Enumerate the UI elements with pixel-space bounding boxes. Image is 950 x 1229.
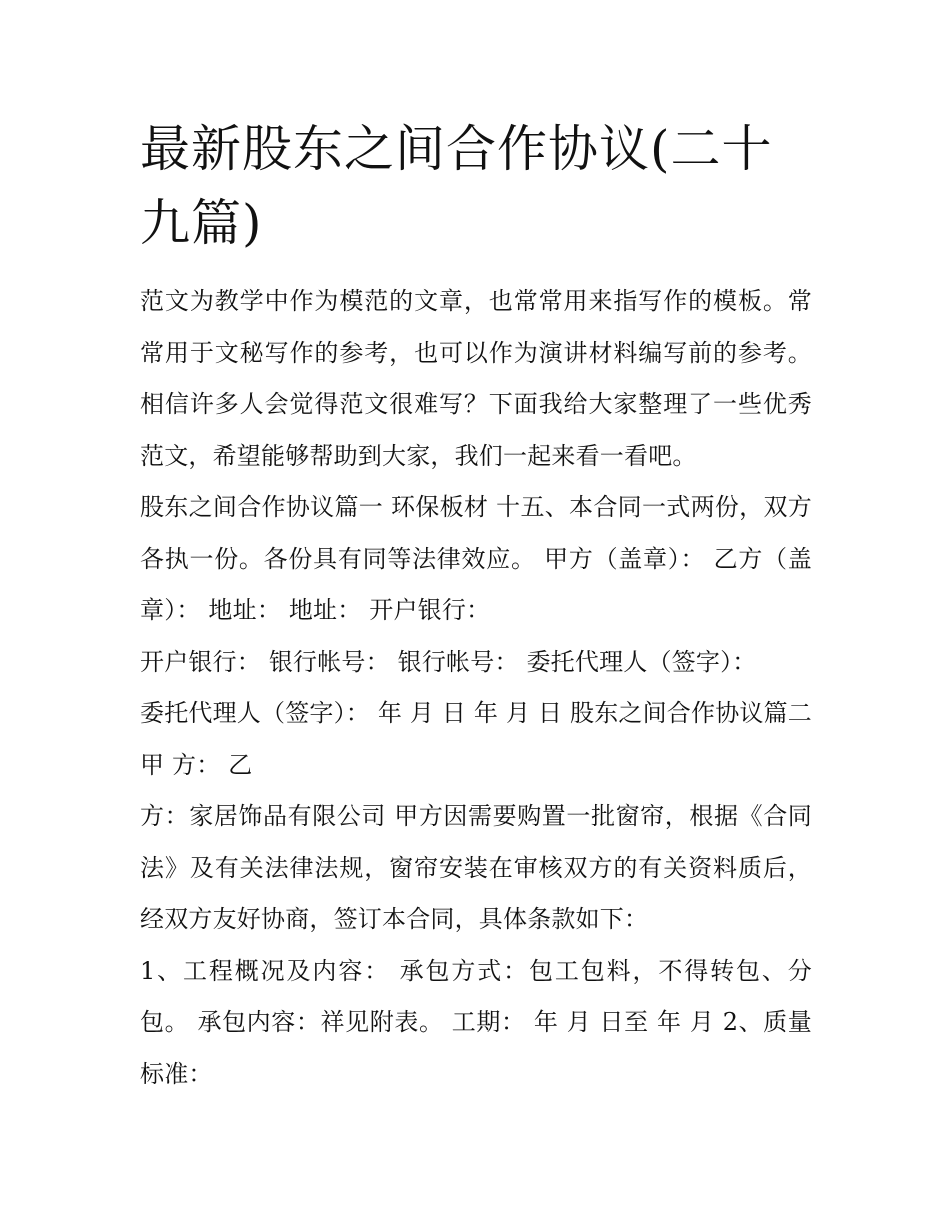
paragraph-agreement-one: 股东之间合作协议篇一 环保板材 十五、本合同一式两份，双方各执一份。各份具有同等法律效应。 甲方（盖章）： 乙方（盖章）： 地址： 地址： 开户银行： [140, 493, 812, 624]
paragraph-intro: 范文为教学中作为模范的文章，也常常用来指写作的模板。常常用于文秘写作的参考，也可以作为演讲材料编写前的参考。相信许多人会觉得范文很难写？下面我给大家整理了一些优秀范文，希望能够帮助到大家，我们一起来看一看吧。 [140, 287, 812, 470]
paragraph-bank-info: 开户银行： 银行帐号： 银行帐号： 委托代理人（签字）： [140, 647, 757, 676]
document-body [140, 276, 812, 1100]
paragraph-agent-signature: 委托代理人（签字）： 年 月 日 年 月 日 股东之间合作协议篇二 甲 方： 乙 [140, 699, 813, 779]
paragraph-project-overview: 1、工程概况及内容： 承包方式：包工包料，不得转包、分包。 承包内容：祥见附表。 工期： 年 月 日至 年 月 2、质量标准： [140, 956, 812, 1088]
paragraph-party-b: 方：家居饰品有限公司 甲方因需要购置一批窗帘，根据《合同法》及有关法律法规，窗帘安装在审核双方的有关资料质后，经双方友好协商，签订本合同，具体条款如下： [140, 802, 812, 933]
document-title: 最新股东之间合作协议(二十九篇) [140, 120, 773, 252]
